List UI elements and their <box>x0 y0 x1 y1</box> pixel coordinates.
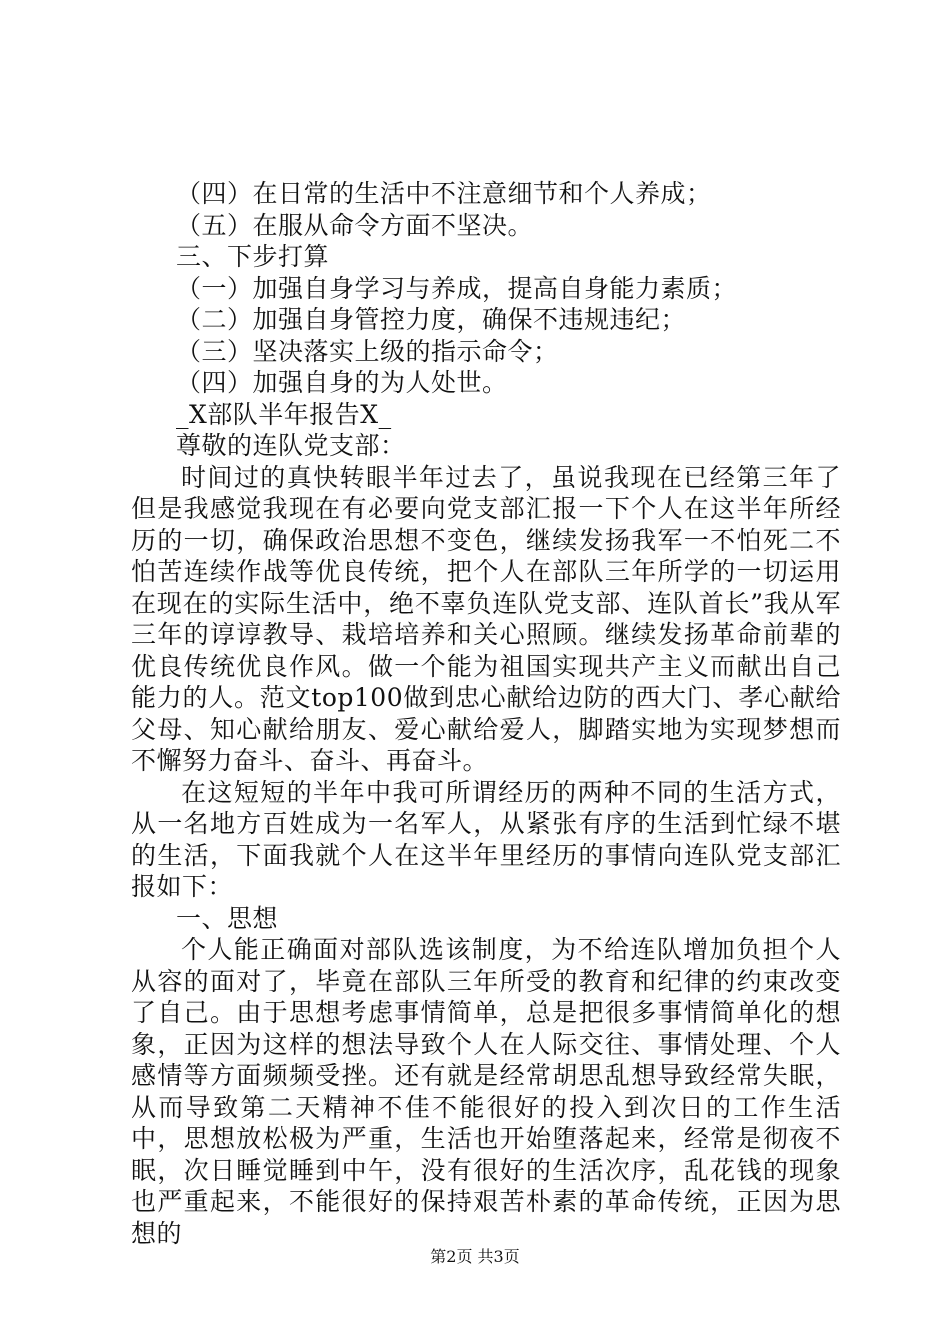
section-heading: 一、思想 <box>176 903 279 933</box>
list-item: （四）加强自身的为人处世。 <box>176 368 508 397</box>
salutation: 尊敬的连队党支部： <box>176 431 406 460</box>
list-item: （三）坚决落实上级的指示命令； <box>176 336 559 366</box>
list-item: （四）在日常的生活中不注意细节和个人养成； <box>176 179 712 208</box>
page-number: 第2页 共3页 <box>430 1247 520 1266</box>
list-item: （二）加强自身管控力度，确保不违规违纪； <box>176 305 687 334</box>
list-item: （一）加强自身学习与养成，提高自身能力素质； <box>176 273 738 303</box>
list-item: （五）在服从命令方面不坚决。 <box>176 210 534 240</box>
section-heading: 三、下步打算 <box>176 242 330 271</box>
body-paragraph: 个人能正确面对部队选该制度，为不给连队增加负担个人从容的面对了，毕竟在部队三年所受的教育和纪律的约束改变了自己。由于思想考虑事情简单，总是把很多事情简单化的想象，正因为这样的想法导致个人在人际交往、事情处理、个人感情等方面频频受挫。还有就是经常胡思乱想导致经常失眠，从而导致第二天精神不佳不能很好的投入到次日的工作生活中，思想放松极为严重，生活也开始堕落起来，经常是彻夜不眠，次日睡觉睡到中午，没有很好的生活次序，乱花钱的现象也严重起来，不能很好的保持艰苦朴素的革命传统，正因为思想的 <box>131 935 841 1248</box>
body-paragraph: 时间过的真快转眼半年过去了，虽说我现在已经第三年了但是我感觉我现在有必要向党支部汇报一下个人在这半年所经历的一切，确保政治思想不变色，继续发扬我军一不怕死二不怕苦连续作战等优良传统，把个人在部队三年所学的一切运用在现在的实际生活中，绝不辜负连队党支部、连队首长”我从军三年的谆谆教导、栽培培养和关心照顾。继续发扬革命前辈的优良传统优良作风。做一个能为祖国实现共产主义而献出自己能力的人。范文top100做到忠心献给边防的西大门、孝心献给父母、知心献给朋友、爱心献给爱人，脚踏实地为实现梦想而不懈努力奋斗、奋斗、再奋斗。 <box>131 462 841 775</box>
document-body <box>131 178 841 1249</box>
body-paragraph: 在这短短的半年中我可所谓经历的两种不同的生活方式，从一名地方百姓成为一名军人，从紧张有序的生活到忙绿不堪的生活，下面我就个人在这半年里经历的事情向连队党支部汇报如下： <box>131 777 841 901</box>
document-title: _X部队半年报告X_ <box>176 399 392 429</box>
